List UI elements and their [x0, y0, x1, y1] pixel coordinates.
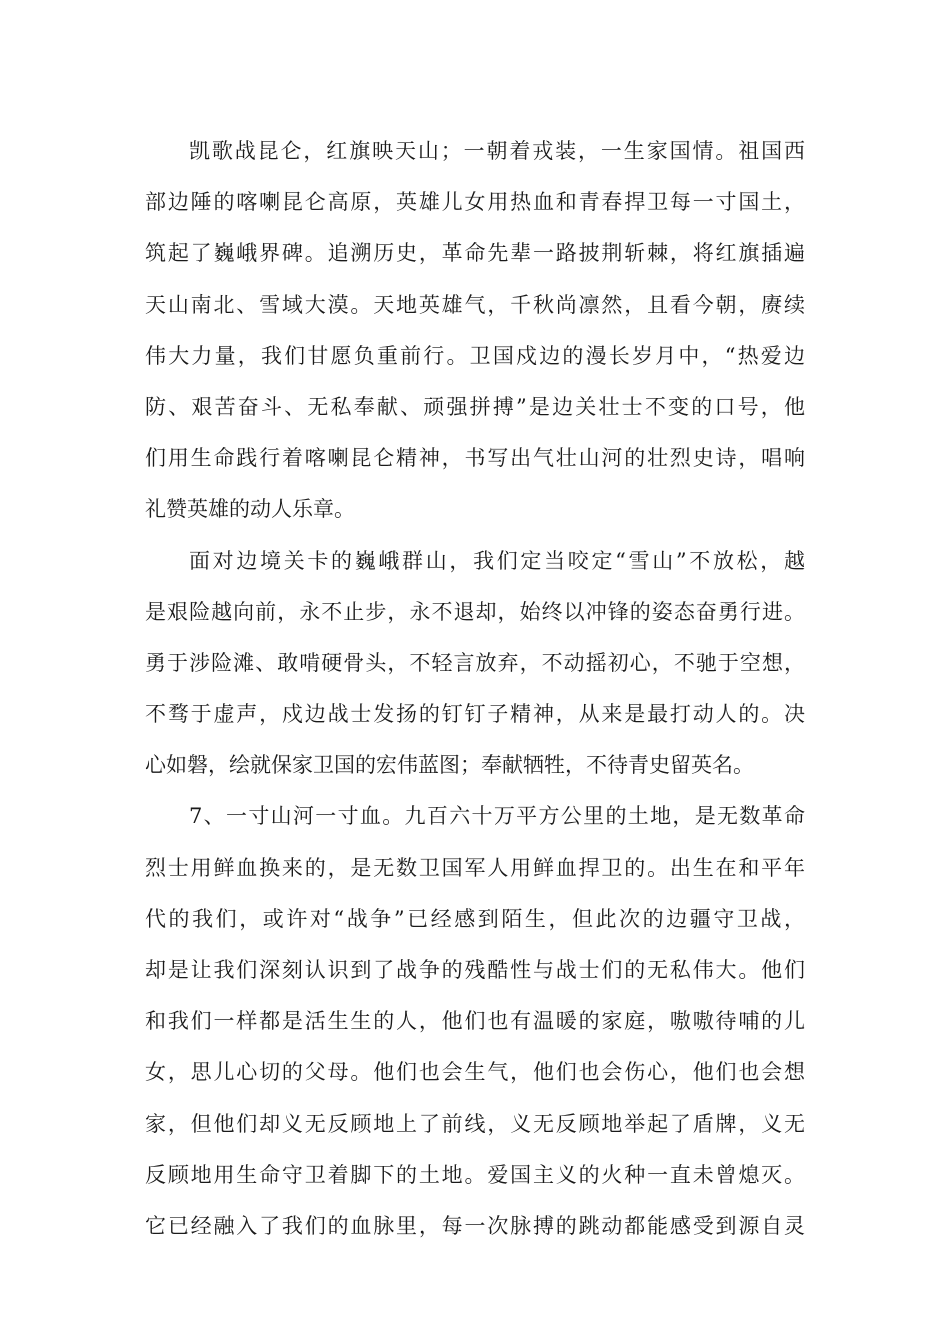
text-line: 不骛于虚声，戍边战士发扬的钉钉子精神，从来是最打动人的。决	[145, 702, 805, 727]
text-line: 凯歌战昆仑，红旗映天山；一朝着戎装，一生家国情。祖国西	[189, 139, 805, 163]
text-line: 勇于涉险滩、敢啃硬骨头，不轻言放弃，不动摇初心，不驰于空想，	[145, 650, 805, 675]
text-line: 天山南北、雪域大漠。天地英雄气，千秋尚凛然，且看今朝，赓续	[145, 292, 805, 317]
text-line: 女，思儿心切的父母。他们也会生气，他们也会伤心，他们也会想	[145, 1060, 805, 1085]
document-body	[145, 126, 805, 1252]
text-line: 伟大力量，我们甘愿负重前行。卫国戍边的漫长岁月中，“热爱边	[145, 343, 805, 368]
text-line: 和我们一样都是活生生的人，他们也有温暖的家庭，嗷嗷待哺的儿	[145, 1009, 805, 1034]
text-line: 心如磐，绘就保家卫国的宏伟蓝图；奉献牺牲，不待青史留英名。	[145, 753, 754, 778]
paragraph-1	[145, 126, 805, 536]
text-line: 面对边境关卡的巍峨群山，我们定当咬定“雪山”不放松，越	[189, 548, 805, 573]
text-line: 部边陲的喀喇昆仑高原，英雄儿女用热血和青春捍卫每一寸国土，	[145, 190, 805, 215]
paragraph-3	[145, 791, 805, 1252]
text-line: 礼赞英雄的动人乐章。	[145, 497, 355, 522]
text-line: 它已经融入了我们的血脉里，每一次脉搏的跳动都能感受到源自灵	[145, 1213, 805, 1238]
text-line: 烈士用鲜血换来的，是无数卫国军人用鲜血捍卫的。出生在和平年	[145, 855, 805, 880]
text-line: 家，但他们却义无反顾地上了前线，义无反顾地举起了盾牌，义无	[145, 1111, 805, 1136]
text-line: 反顾地用生命守卫着脚下的土地。爱国主义的火种一直未曾熄灭。	[145, 1162, 805, 1187]
text-line: 们用生命践行着喀喇昆仑精神，书写出气壮山河的壮烈史诗，唱响	[145, 446, 805, 471]
text-line: 代的我们，或许对“战争”已经感到陌生，但此次的边疆守卫战，	[145, 906, 805, 931]
text-line: 是艰险越向前，永不止步，永不退却，始终以冲锋的姿态奋勇行进。	[145, 599, 805, 624]
text-line: 筑起了巍峨界碑。追溯历史，革命先辈一路披荆斩棘，将红旗插遍	[145, 241, 805, 266]
text-line: 却是让我们深刻认识到了战争的残酷性与战士们的无私伟大。他们	[145, 958, 805, 982]
text-line: 7、一寸山河一寸血。九百六十万平方公里的土地，是无数革命	[189, 804, 805, 829]
text-line: 防、艰苦奋斗、无私奉献、顽强拼搏”是边关壮士不变的口号，他	[145, 394, 805, 419]
paragraph-2	[145, 536, 805, 792]
